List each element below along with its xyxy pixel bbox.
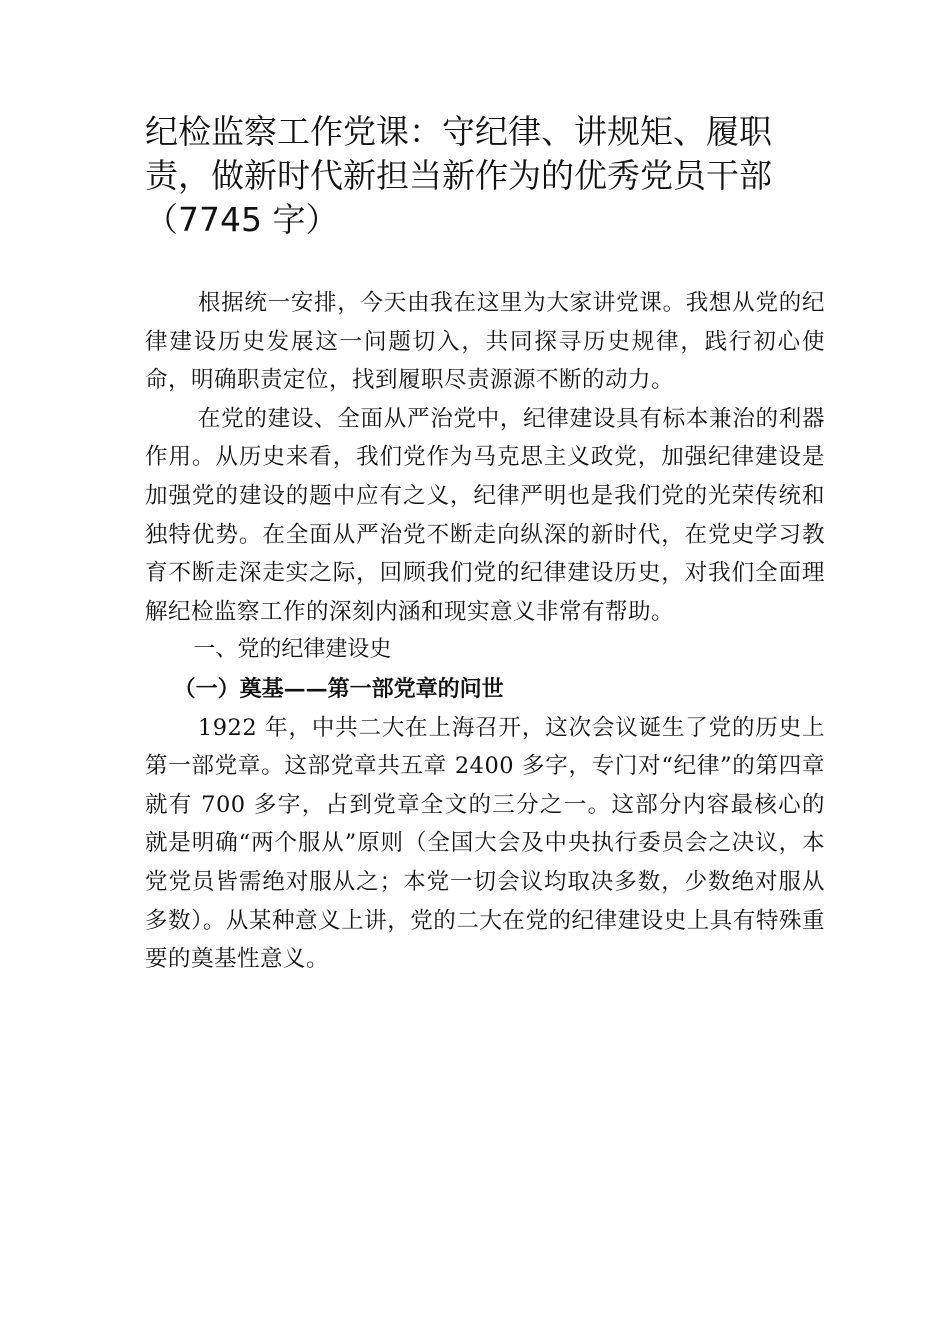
context-paragraph: 在党的建设、全面从严治党中，纪律建设具有标本兼治的利器作用。从历史来看，我们党作为马克思主义政党，加强纪律建设是加强党的建设的题中应有之义，纪律严明也是我们党的光荣传统和独特优势。在全面从严治党不断走向纵深的新时代，在党史学习教育不断走深走实之际，回顾我们党的纪律建设历史，对我们全面理解纪检监察工作的深刻内涵和现实意义非常有帮助。 [145, 405, 825, 625]
document-body [145, 284, 825, 979]
intro-paragraph: 根据统一安排，今天由我在这里为大家讲党课。我想从党的纪律建设历史发展这一问题切入，共同探寻历史规律，践行初心使命，明确职责定位，找到履职尽责源源不断的动力。 [145, 290, 825, 394]
subsection-heading: （一）奠基——第一部党章的问世 [173, 675, 504, 702]
subsection-paragraph: 1922 年，中共二大在上海召开，这次会议诞生了党的历史上第一部党章。这部党章共五章 2400 多字，专门对“纪律”的第四章就有 700 多字，占到党章全文的三分之一。这部分内容最核心的就是明确“两个服从”原则（全国大会及中央执行委员会之决议，本党党员皆需绝对服从之；本党一切会议均取决多数，少数绝对服从多数）。从某种意义上讲，党的二大在党的纪律建设史上具有特殊重要的奠基性意义。 [145, 714, 825, 973]
section-heading: 一、党的纪律建设史 [193, 637, 392, 663]
document-title: 纪检监察工作党课：守纪律、讲规矩、履职责，做新时代新担当新作为的优秀党员干部（7745 字） [145, 112, 772, 239]
